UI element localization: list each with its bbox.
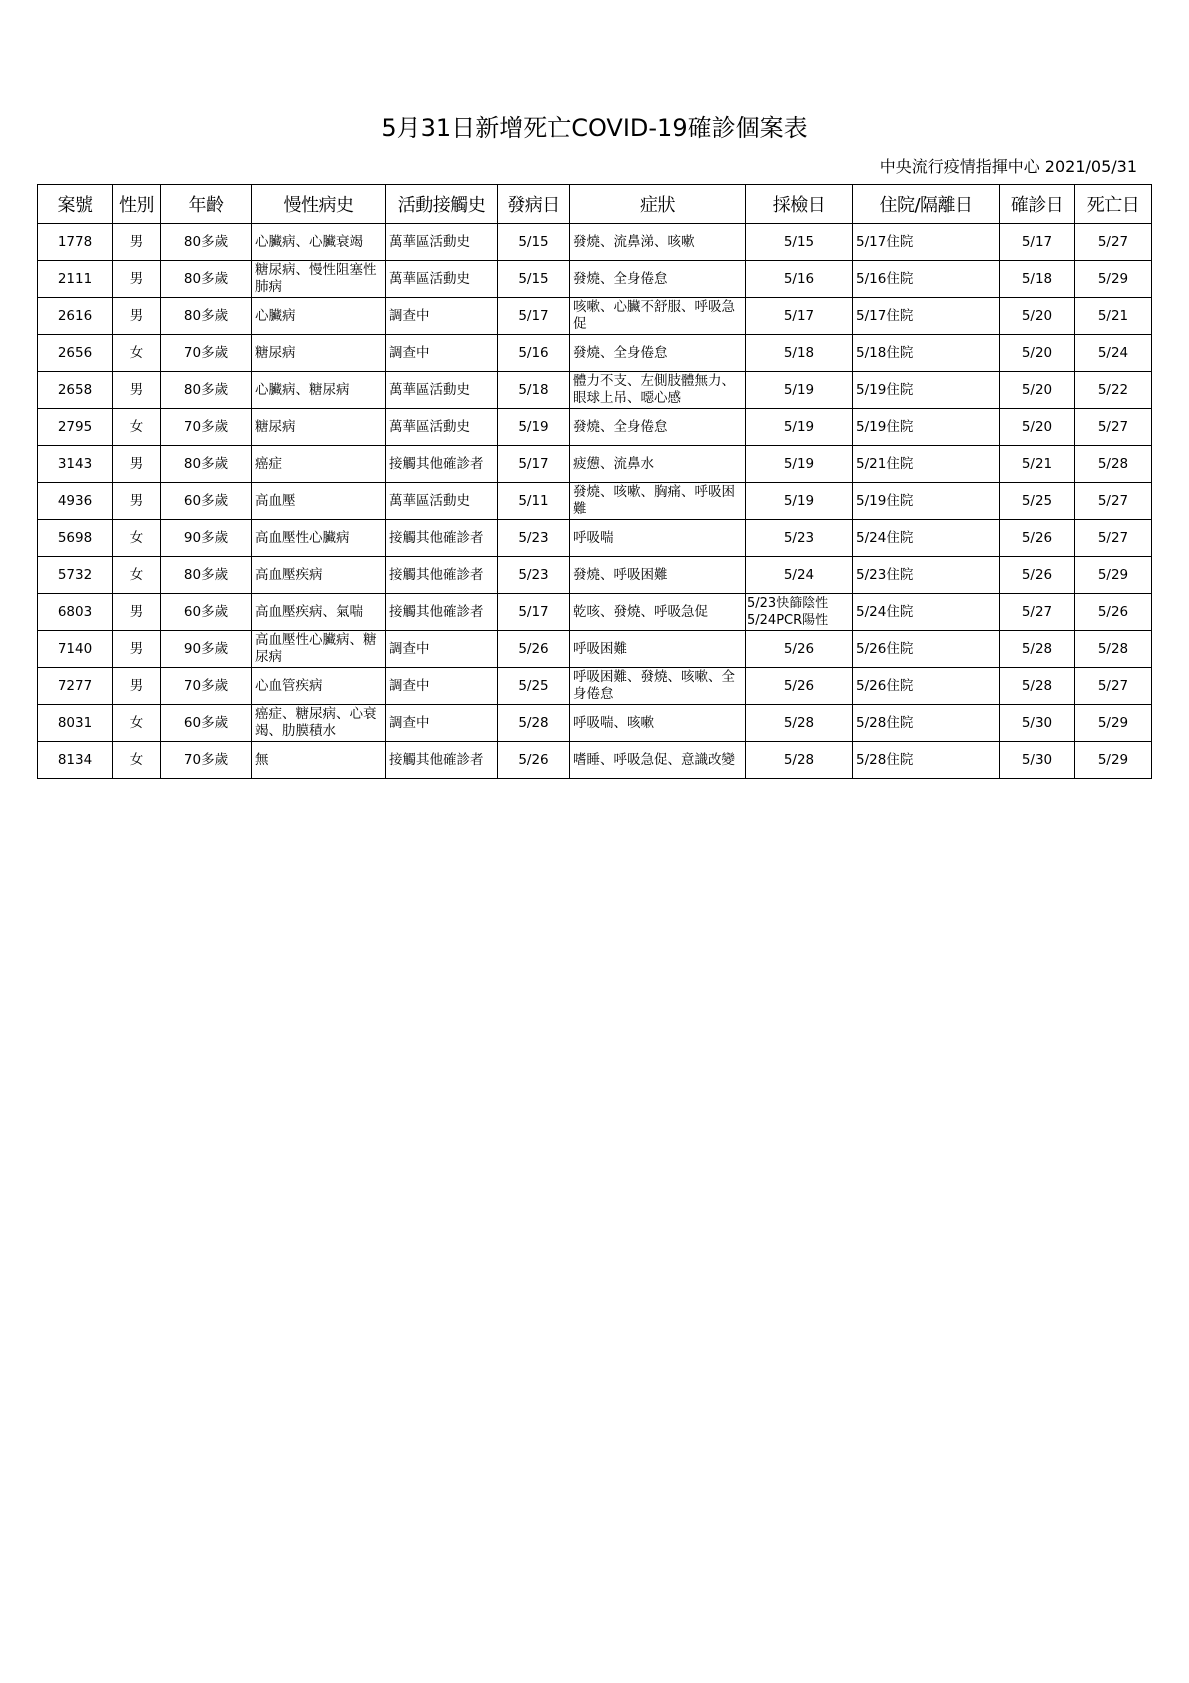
cell-symptoms: 呼吸困難 — [570, 631, 746, 668]
cell-onset-date: 5/23 — [498, 557, 570, 594]
cell-sex: 男 — [113, 298, 161, 335]
table-row — [38, 409, 1152, 446]
cell-onset-date: 5/26 — [498, 742, 570, 779]
cell-sex: 男 — [113, 446, 161, 483]
cell-sex: 男 — [113, 261, 161, 298]
table-row — [38, 372, 1152, 409]
cell-chronic-history: 高血壓疾病 — [252, 557, 386, 594]
cell-onset-date: 5/19 — [498, 409, 570, 446]
cell-age: 70多歲 — [161, 409, 252, 446]
cell-hospitalization-date: 5/26住院 — [853, 631, 1000, 668]
cell-case-no: 6803 — [38, 594, 113, 631]
cell-age: 70多歲 — [161, 668, 252, 705]
cell-case-no: 4936 — [38, 483, 113, 520]
cell-confirmed-date: 5/30 — [1000, 742, 1075, 779]
header-age: 年齡 — [161, 185, 252, 224]
cell-chronic-history: 糖尿病 — [252, 335, 386, 372]
cell-sampling-date: 5/26 — [746, 668, 853, 705]
cell-sampling-date: 5/24 — [746, 557, 853, 594]
cell-sex: 女 — [113, 557, 161, 594]
cell-case-no: 3143 — [38, 446, 113, 483]
cell-sampling-date: 5/26 — [746, 631, 853, 668]
cell-symptoms: 發燒、全身倦怠 — [570, 261, 746, 298]
cell-symptoms: 呼吸喘、咳嗽 — [570, 705, 746, 742]
cell-death-date: 5/26 — [1075, 594, 1152, 631]
cell-contact-history: 調查中 — [386, 335, 498, 372]
table-row — [38, 224, 1152, 261]
cell-death-date: 5/27 — [1075, 668, 1152, 705]
cell-sampling-date: 5/19 — [746, 446, 853, 483]
cell-chronic-history: 癌症、糖尿病、心衰竭、肋膜積水 — [252, 705, 386, 742]
cell-contact-history: 調查中 — [386, 668, 498, 705]
header-chronic-history: 慢性病史 — [252, 185, 386, 224]
table-row — [38, 520, 1152, 557]
cell-sex: 男 — [113, 372, 161, 409]
cell-sampling-date: 5/17 — [746, 298, 853, 335]
cell-hospitalization-date: 5/19住院 — [853, 409, 1000, 446]
cell-chronic-history: 心血管疾病 — [252, 668, 386, 705]
cell-case-no: 8134 — [38, 742, 113, 779]
cell-hospitalization-date: 5/24住院 — [853, 520, 1000, 557]
cell-symptoms: 體力不支、左側肢體無力、眼球上吊、噁心感 — [570, 372, 746, 409]
cell-sampling-date: 5/19 — [746, 409, 853, 446]
cell-sex: 女 — [113, 705, 161, 742]
cell-age: 90多歲 — [161, 631, 252, 668]
cell-onset-date: 5/28 — [498, 705, 570, 742]
cell-sex: 女 — [113, 335, 161, 372]
header-onset-date: 發病日 — [498, 185, 570, 224]
cell-onset-date: 5/16 — [498, 335, 570, 372]
cell-symptoms: 發燒、呼吸困難 — [570, 557, 746, 594]
cell-onset-date: 5/11 — [498, 483, 570, 520]
cell-hospitalization-date: 5/16住院 — [853, 261, 1000, 298]
cell-contact-history: 接觸其他確診者 — [386, 557, 498, 594]
cell-sex: 男 — [113, 483, 161, 520]
cell-death-date: 5/28 — [1075, 631, 1152, 668]
cell-death-date: 5/28 — [1075, 446, 1152, 483]
header-sampling-date: 採檢日 — [746, 185, 853, 224]
cell-case-no: 5732 — [38, 557, 113, 594]
table-body — [38, 224, 1152, 779]
cell-sampling-date: 5/28 — [746, 742, 853, 779]
cell-age: 80多歲 — [161, 372, 252, 409]
cell-onset-date: 5/17 — [498, 298, 570, 335]
cell-death-date: 5/22 — [1075, 372, 1152, 409]
cell-symptoms: 呼吸喘 — [570, 520, 746, 557]
cell-symptoms: 發燒、咳嗽、胸痛、呼吸困難 — [570, 483, 746, 520]
cell-age: 90多歲 — [161, 520, 252, 557]
cell-hospitalization-date: 5/19住院 — [853, 483, 1000, 520]
table-row — [38, 557, 1152, 594]
cell-chronic-history: 心臟病、糖尿病 — [252, 372, 386, 409]
cell-onset-date: 5/17 — [498, 446, 570, 483]
cell-age: 60多歲 — [161, 483, 252, 520]
cell-death-date: 5/29 — [1075, 742, 1152, 779]
cell-death-date: 5/27 — [1075, 483, 1152, 520]
cell-case-no: 2111 — [38, 261, 113, 298]
cell-chronic-history: 心臟病 — [252, 298, 386, 335]
cell-symptoms: 嗜睡、呼吸急促、意識改變 — [570, 742, 746, 779]
table-row — [38, 668, 1152, 705]
header-case-no: 案號 — [38, 185, 113, 224]
cell-contact-history: 萬華區活動史 — [386, 224, 498, 261]
header-confirmed-date: 確診日 — [1000, 185, 1075, 224]
cell-symptoms: 發燒、流鼻涕、咳嗽 — [570, 224, 746, 261]
cell-death-date: 5/21 — [1075, 298, 1152, 335]
cell-case-no: 7277 — [38, 668, 113, 705]
cell-case-no: 2795 — [38, 409, 113, 446]
cell-age: 60多歲 — [161, 705, 252, 742]
cell-onset-date: 5/18 — [498, 372, 570, 409]
cell-death-date: 5/29 — [1075, 261, 1152, 298]
cell-sampling-date: 5/16 — [746, 261, 853, 298]
cell-death-date: 5/27 — [1075, 409, 1152, 446]
cell-case-no: 2656 — [38, 335, 113, 372]
table-header — [38, 185, 1152, 224]
source-line: 中央流行疫情指揮中心 2021/05/31 — [879, 157, 1137, 176]
page-title: 5月31日新增死亡COVID-19確診個案表 — [381, 114, 808, 142]
cell-sampling-date: 5/19 — [746, 483, 853, 520]
cell-contact-history: 調查中 — [386, 705, 498, 742]
cell-confirmed-date: 5/18 — [1000, 261, 1075, 298]
cell-chronic-history: 高血壓性心臟病、糖尿病 — [252, 631, 386, 668]
header-row — [38, 185, 1152, 224]
cell-confirmed-date: 5/30 — [1000, 705, 1075, 742]
cell-chronic-history: 糖尿病 — [252, 409, 386, 446]
cell-confirmed-date: 5/20 — [1000, 372, 1075, 409]
cell-hospitalization-date: 5/28住院 — [853, 742, 1000, 779]
cell-hospitalization-date: 5/17住院 — [853, 224, 1000, 261]
table-row — [38, 742, 1152, 779]
cell-confirmed-date: 5/20 — [1000, 409, 1075, 446]
cell-chronic-history: 高血壓性心臟病 — [252, 520, 386, 557]
cell-onset-date: 5/15 — [498, 261, 570, 298]
cell-confirmed-date: 5/20 — [1000, 298, 1075, 335]
cell-case-no: 8031 — [38, 705, 113, 742]
sampling-line-1: 5/23快篩陰性 — [747, 596, 829, 611]
cell-symptoms: 乾咳、發燒、呼吸急促 — [570, 594, 746, 631]
cell-case-no: 2658 — [38, 372, 113, 409]
cell-confirmed-date: 5/20 — [1000, 335, 1075, 372]
sampling-line-2: 5/24PCR陽性 — [747, 613, 829, 628]
cell-sex: 男 — [113, 594, 161, 631]
cell-contact-history: 接觸其他確診者 — [386, 594, 498, 631]
cell-chronic-history: 癌症 — [252, 446, 386, 483]
cell-confirmed-date: 5/21 — [1000, 446, 1075, 483]
cell-onset-date: 5/26 — [498, 631, 570, 668]
cell-chronic-history: 心臟病、心臟衰竭 — [252, 224, 386, 261]
cell-sex: 男 — [113, 224, 161, 261]
cell-contact-history: 調查中 — [386, 298, 498, 335]
cell-symptoms: 呼吸困難、發燒、咳嗽、全身倦怠 — [570, 668, 746, 705]
table-row — [38, 446, 1152, 483]
cell-chronic-history: 糖尿病、慢性阻塞性肺病 — [252, 261, 386, 298]
cell-confirmed-date: 5/17 — [1000, 224, 1075, 261]
cell-onset-date: 5/17 — [498, 594, 570, 631]
cell-hospitalization-date: 5/17住院 — [853, 298, 1000, 335]
cell-symptoms: 咳嗽、心臟不舒服、呼吸急促 — [570, 298, 746, 335]
cell-contact-history: 接觸其他確診者 — [386, 520, 498, 557]
cell-case-no: 1778 — [38, 224, 113, 261]
cell-death-date: 5/24 — [1075, 335, 1152, 372]
table-row — [38, 483, 1152, 520]
cell-age: 80多歲 — [161, 298, 252, 335]
cell-contact-history: 接觸其他確診者 — [386, 446, 498, 483]
cell-age: 80多歲 — [161, 261, 252, 298]
cell-sampling-date: 5/28 — [746, 705, 853, 742]
cell-sampling-date: 5/23 — [746, 520, 853, 557]
cell-sampling-date: 5/19 — [746, 372, 853, 409]
cell-confirmed-date: 5/28 — [1000, 631, 1075, 668]
cell-age: 80多歲 — [161, 557, 252, 594]
cell-hospitalization-date: 5/23住院 — [853, 557, 1000, 594]
cell-death-date: 5/27 — [1075, 520, 1152, 557]
cell-sex: 男 — [113, 631, 161, 668]
table-row — [38, 594, 1152, 631]
cell-age: 70多歲 — [161, 335, 252, 372]
header-contact-history: 活動接觸史 — [386, 185, 498, 224]
table-row — [38, 261, 1152, 298]
cell-death-date: 5/29 — [1075, 705, 1152, 742]
cell-contact-history: 萬華區活動史 — [386, 409, 498, 446]
cell-contact-history: 接觸其他確診者 — [386, 742, 498, 779]
cell-age: 80多歲 — [161, 224, 252, 261]
cell-sex: 女 — [113, 409, 161, 446]
cell-contact-history: 萬華區活動史 — [386, 372, 498, 409]
cell-sampling-date: 5/15 — [746, 224, 853, 261]
cell-case-no: 2616 — [38, 298, 113, 335]
cell-case-no: 5698 — [38, 520, 113, 557]
cell-contact-history: 萬華區活動史 — [386, 483, 498, 520]
cell-confirmed-date: 5/26 — [1000, 557, 1075, 594]
cell-confirmed-date: 5/27 — [1000, 594, 1075, 631]
cell-confirmed-date: 5/26 — [1000, 520, 1075, 557]
cell-chronic-history: 高血壓 — [252, 483, 386, 520]
table-row — [38, 335, 1152, 372]
header-hospitalization-date: 住院/隔離日 — [853, 185, 1000, 224]
cell-onset-date: 5/25 — [498, 668, 570, 705]
cell-contact-history: 調查中 — [386, 631, 498, 668]
cell-sex: 女 — [113, 520, 161, 557]
cell-symptoms: 發燒、全身倦怠 — [570, 409, 746, 446]
cell-symptoms: 疲憊、流鼻水 — [570, 446, 746, 483]
cell-symptoms: 發燒、全身倦怠 — [570, 335, 746, 372]
table-row — [38, 631, 1152, 668]
header-sex: 性別 — [113, 185, 161, 224]
cell-confirmed-date: 5/28 — [1000, 668, 1075, 705]
cell-onset-date: 5/23 — [498, 520, 570, 557]
cell-onset-date: 5/15 — [498, 224, 570, 261]
cell-hospitalization-date: 5/24住院 — [853, 594, 1000, 631]
cell-sampling-date: 5/18 — [746, 335, 853, 372]
cell-hospitalization-date: 5/26住院 — [853, 668, 1000, 705]
cell-death-date: 5/29 — [1075, 557, 1152, 594]
cell-hospitalization-date: 5/18住院 — [853, 335, 1000, 372]
header-symptoms: 症狀 — [570, 185, 746, 224]
cell-sex: 女 — [113, 742, 161, 779]
cell-sampling-date — [746, 594, 853, 631]
table-row — [38, 705, 1152, 742]
cell-death-date: 5/27 — [1075, 224, 1152, 261]
cell-chronic-history: 高血壓疾病、氣喘 — [252, 594, 386, 631]
cell-contact-history: 萬華區活動史 — [386, 261, 498, 298]
case-table — [37, 184, 1152, 779]
header-death-date: 死亡日 — [1075, 185, 1152, 224]
cell-case-no: 7140 — [38, 631, 113, 668]
cell-age: 60多歲 — [161, 594, 252, 631]
cell-age: 70多歲 — [161, 742, 252, 779]
cell-sex: 男 — [113, 668, 161, 705]
cell-chronic-history: 無 — [252, 742, 386, 779]
cell-hospitalization-date: 5/28住院 — [853, 705, 1000, 742]
table-row — [38, 298, 1152, 335]
cell-age: 80多歲 — [161, 446, 252, 483]
cell-hospitalization-date: 5/19住院 — [853, 372, 1000, 409]
cell-confirmed-date: 5/25 — [1000, 483, 1075, 520]
cell-hospitalization-date: 5/21住院 — [853, 446, 1000, 483]
